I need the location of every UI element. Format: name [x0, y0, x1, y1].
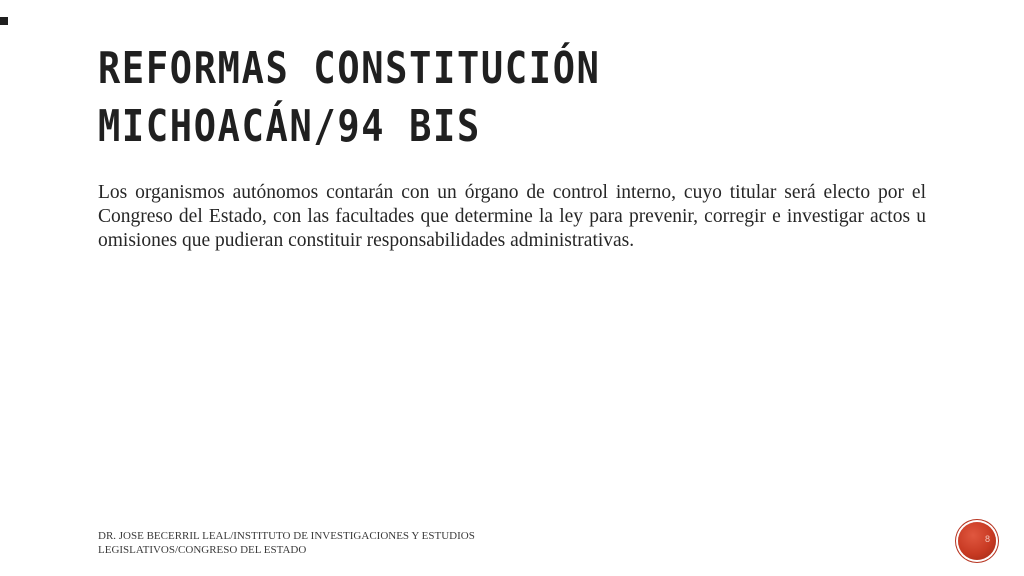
slide-footer: DR. JOSE BECERRIL LEAL/INSTITUTO DE INVESTIGACIONES Y ESTUDIOS LEGISLATIVOS/CONGRESO DEL ESTADO [98, 530, 475, 556]
page-number-badge [958, 522, 996, 560]
slide-title: REFORMAS CONSTITUCIÓN MICHOACÁN/94 BIS [98, 43, 601, 152]
page-number: 8 [984, 534, 990, 544]
slide-body-text: Los organismos autónomos contarán con un órgano de control interno, cuyo titular será electo por el Congreso del Estado, con las facultades que determine la ley para prevenir, corregir e investigar actos u omisiones que pudieran constituir responsabilidades administrativas. [98, 182, 926, 251]
corner-marker [0, 17, 8, 25]
